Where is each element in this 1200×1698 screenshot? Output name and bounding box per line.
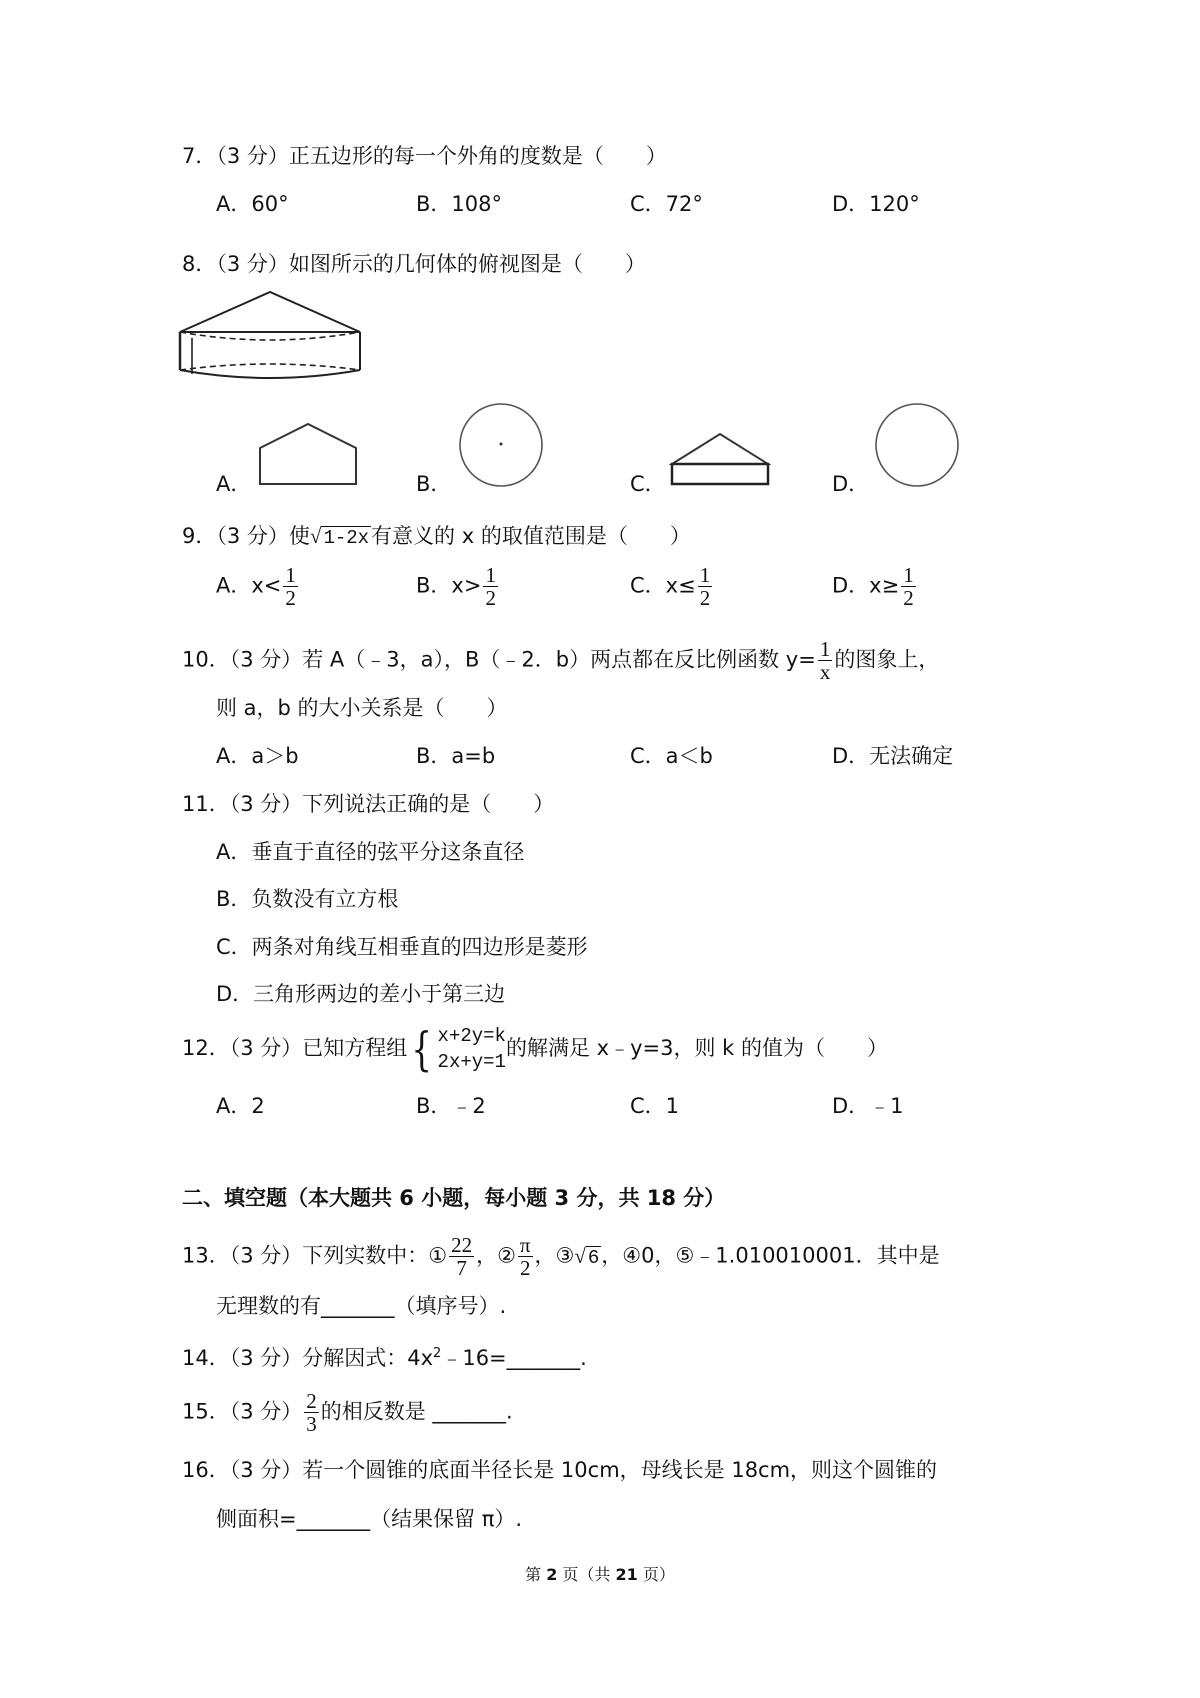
footer-page-number: 2	[546, 1565, 558, 1584]
q9-option-c	[630, 564, 714, 609]
q9-d-fraction: $\frac{1}{2}$	[903, 563, 914, 610]
footer-prefix: 第	[525, 1565, 547, 1584]
q11-option-c: C．两条对角线互相垂直的四边形是菱形	[216, 935, 588, 959]
q7-option-c: C．72°	[630, 192, 703, 216]
q10-stem-prefix: 10．（3 分）若 A（﹣3，a），B（﹣2．b）两点都在反比例函数 y=	[182, 647, 816, 672]
q9-b-label: B．x	[416, 573, 464, 598]
q12-stem-suffix: 的解满足 x﹣y=3，则 k 的值为（ ）	[505, 1036, 888, 1060]
question-13-stem-line2: 无理数的有_______（填序号）.	[216, 1294, 507, 1318]
q10-fraction: $\frac{1}{x}$	[819, 637, 831, 684]
q12-option-a: A．2	[216, 1094, 265, 1118]
q8-option-c: C．	[630, 472, 666, 496]
q7-option-d: D．120°	[832, 192, 920, 216]
q12-option-d: D．﹣1	[832, 1094, 904, 1118]
question-11-stem: 11．（3 分）下列说法正确的是（ ）	[182, 792, 555, 816]
q15-suffix: 的相反数是 _______.	[320, 1399, 513, 1424]
q10-option-c: C．a＜b	[630, 744, 713, 768]
q10-stem-suffix: 的图象上，	[834, 647, 940, 672]
q7-option-a: A．60°	[216, 192, 289, 216]
question-7-stem: 7．（3 分）正五边形的每一个外角的度数是（ ）	[182, 144, 667, 168]
question-14-stem	[182, 1340, 587, 1372]
q9-a-fraction: $\frac{1}{2}$	[285, 563, 296, 610]
question-9-stem	[182, 522, 691, 552]
q8-option-c-figure	[668, 430, 772, 488]
q13-fraction-1: $\frac{22}{7}$	[451, 1233, 473, 1280]
q8-option-b: B．	[416, 472, 452, 496]
q14-prefix: 14．（3 分）分解因式：4x	[182, 1346, 434, 1370]
q9-stem-prefix: 9．（3 分）使	[182, 524, 310, 548]
question-12-stem	[182, 1018, 888, 1078]
q11-option-b: B．负数没有立方根	[216, 887, 399, 911]
q14-suffix: ﹣16=_______.	[441, 1346, 587, 1370]
q12-option-c: C．1	[630, 1094, 680, 1118]
q8-option-a: A．	[216, 472, 252, 496]
q13-fraction-2: $\frac{\pi}{2}$	[519, 1233, 531, 1280]
q8-option-d: D．	[832, 472, 870, 496]
q9-option-d	[832, 564, 918, 609]
geometric-solid-figure	[178, 288, 368, 380]
question-10-stem	[182, 638, 939, 683]
q8-option-a-figure	[256, 420, 360, 488]
equation-system-brace: {	[411, 1022, 433, 1076]
page-footer	[0, 1562, 1200, 1585]
q8-option-b-figure	[456, 400, 546, 490]
q10-option-d: D．无法确定	[832, 744, 954, 768]
q14-exponent: 2	[433, 1346, 442, 1361]
q11-option-d: D．三角形两边的差小于第三边	[216, 982, 506, 1006]
q9-option-b	[416, 564, 500, 609]
q9-a-relation: <	[263, 573, 282, 598]
footer-middle: 页（共	[557, 1565, 616, 1584]
q9-d-relation: ≥	[881, 573, 900, 598]
q8-option-d-figure	[872, 400, 962, 490]
question-15-stem	[182, 1390, 513, 1435]
question-10-stem-line2: 则 a，b 的大小关系是（ ）	[216, 696, 508, 720]
equation-2: 2x+y=1	[437, 1051, 506, 1073]
q13-radicand: 6	[587, 1246, 600, 1269]
q11-option-a: A．垂直于直径的弦平分这条直径	[216, 840, 525, 864]
q13-part-3: ，③	[534, 1243, 575, 1268]
question-16-stem: 16．（3 分）若一个圆锥的底面半径长是 10cm，母线长是 18cm，则这个圆锥的	[182, 1458, 938, 1482]
q13-part-1: 13．（3 分）下列实数中：①	[182, 1243, 448, 1268]
footer-total-pages: 21	[615, 1565, 638, 1584]
q9-b-fraction: $\frac{1}{2}$	[485, 563, 496, 610]
q13-radical: √ 6	[574, 1243, 600, 1269]
equation-1: x+2y=k	[437, 1025, 506, 1047]
q15-prefix: 15．（3 分）	[182, 1399, 303, 1424]
q13-part-2: ，②	[476, 1243, 516, 1268]
footer-suffix: 页）	[637, 1565, 675, 1584]
q9-c-relation: ≤	[678, 573, 696, 598]
q9-radical: √ 1-2x	[309, 524, 370, 549]
q9-c-fraction: $\frac{1}{2}$	[699, 563, 711, 610]
q7-option-b: B．108°	[416, 192, 502, 216]
section-2-heading: 二、填空题（本大题共 6 小题，每小题 3 分，共 18 分）	[182, 1186, 726, 1210]
q13-part-4: ，④0，⑤﹣1.010010001．其中是	[601, 1243, 940, 1268]
q9-radicand: 1-2x	[323, 527, 370, 549]
question-13-stem	[182, 1234, 940, 1279]
q9-c-label: C．x	[630, 573, 679, 598]
q12-option-b: B．﹣2	[416, 1094, 486, 1118]
q9-stem-suffix: 有意义的 x 的取值范围是（ ）	[371, 524, 691, 548]
question-8-stem: 8．（3 分）如图所示的几何体的俯视图是（ ）	[182, 252, 646, 276]
q9-option-a	[216, 564, 300, 609]
equation-system	[438, 1023, 506, 1075]
q10-option-a: A．a＞b	[216, 744, 299, 768]
q9-b-relation: >	[463, 573, 482, 598]
question-16-stem-line2: 侧面积=_______（结果保留 π）.	[216, 1507, 523, 1531]
q15-fraction: $\frac{2}{3}$	[306, 1389, 317, 1436]
q9-a-label: A．x	[216, 573, 264, 598]
q12-stem-prefix: 12．（3 分）已知方程组	[182, 1036, 408, 1060]
q10-option-b: B．a=b	[416, 744, 496, 768]
q9-d-label: D．x	[832, 573, 882, 598]
